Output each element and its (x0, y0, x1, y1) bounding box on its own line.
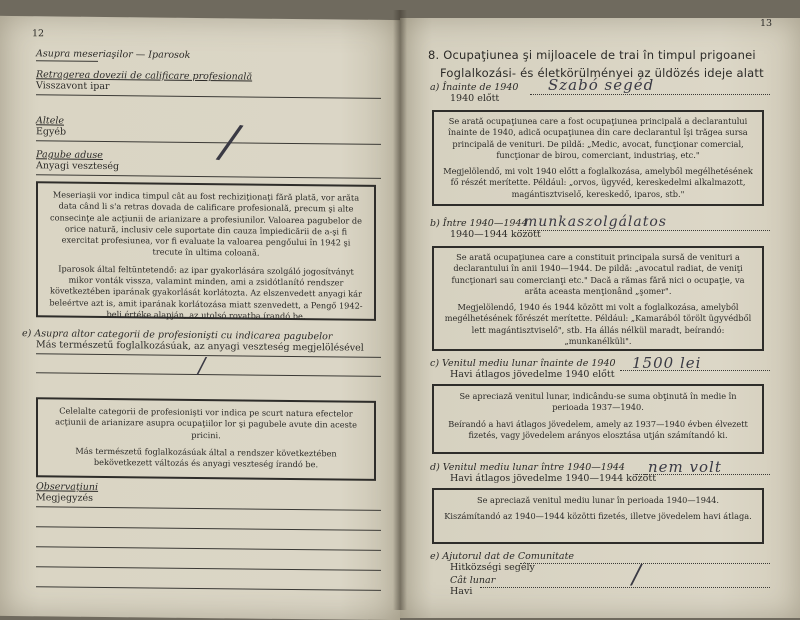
page-number-right: 13 (760, 18, 773, 29)
field-label-hu: Visszavont ipar (36, 80, 110, 93)
page-number-left: 12 (32, 28, 45, 40)
item-b-label: b) Între 1940—1944 (430, 218, 528, 229)
instructions-box-a (432, 110, 764, 206)
section-8-title-ro: 8. Ocupaţiunea şi mijloacele de trai în timpul prigoanei (428, 48, 756, 62)
left-page (0, 16, 400, 620)
instructions-ro: Se apreciază venitul mediu lunar în perioada 1940—1944. (477, 495, 719, 505)
field-label-hu: Anyagi veszteség (36, 160, 120, 173)
instructions-ro: Se arată ocupaţiunea care a fost ocupaţiunea principală a declarantului înainte de 1940, adică ocupaţiunea din care declarantul îşi trăgea sursa principală de venituri. De pildă: „Medic, avocat, funcţionar comercial, funcţionar de birou, comerciant, industriaş, etc." (448, 116, 748, 160)
item-e-sublabel: Hitközségi segély (450, 562, 535, 573)
monthly-amount-label-hu: Havi (450, 586, 473, 597)
instructions-box-other-professions (36, 397, 376, 481)
instructions-hu: Megjelölendő, mi volt 1940 előtt a foglalkozása, amelyből megélhetésének fő részét merítette. Például: „orvos, ügyvéd, kereskedelmi alkalmazott, magántisztviselő, kereskedő, iparos, stb." (443, 166, 753, 199)
instructions-box-craftsmen (36, 181, 376, 321)
field-label-ro: Altele (36, 115, 64, 127)
observations-label-hu: Megjegyzés (36, 492, 93, 504)
section-d-title: Asupra meseriaşilor — Iparosok (36, 48, 191, 61)
item-c-sublabel: Havi átlagos jövedelme 1940 előtt (450, 369, 615, 380)
instructions-ro: Meseriaşii vor indica timpul cât au fost rechiziţionaţi fără plată, vor arăta data când li s'a retras dovada de calificare profesională, precum şi alte consecinţe ale acţiunii de arianizare a profesiunilor. Valoarea pagubelor de orice natură, inclusiv cele suportate din cauza împiedicării de a-şi fi exercitat profesiunea, vor fi evaluate la valoarea pengőului în 1942 şi trecute în ultima coloană. (50, 189, 362, 259)
book-gutter (393, 10, 407, 610)
field-label-ro: Pagube aduse (36, 149, 103, 161)
instructions-ro: Celelalte categorii de profesionişti vor indica pe scurt natura efectelor acţiunii de arianizare asupra ocupaţiilor lor şi pagubele avute din aceste pricini. (55, 405, 357, 440)
instructions-hu: Beírandó a havi átlagos jövedelem, amely az 1937—1940 évben élvezett fizetés, vagy jövedelem arányos elosztása utján számítandó ki. (448, 418, 748, 440)
instructions-ro: Se apreciază venitul lunar, indicându-se suma obţinută în medie în perioada 1937—1940. (459, 391, 737, 413)
field-label-hu: Egyéb (36, 126, 67, 138)
item-c-label: c) Venitul mediu lunar înainte de 1940 (430, 358, 616, 369)
instructions-ro: Se arată ocupaţiunea care a constituit principala sursă de venituri a declarantului în anii 1940—1944. De pildă: „avocatul radiat, de veniţi funcţionari sau comercianţi etc." Dacă a rămas fără nici o ocupaţie, va arăta aceasta menţionând „şomer". (451, 252, 745, 296)
observations-label-ro: Observaţiuni (36, 481, 99, 493)
item-d-label: d) Venitul mediu lunar între 1940—1944 (430, 462, 625, 473)
item-a-sublabel: 1940 előtt (450, 93, 500, 104)
field-label-ro: Retragerea dovezii de calificare profesională (36, 69, 253, 83)
handwritten-slash-mark: / (218, 113, 243, 170)
right-page (400, 18, 800, 618)
handwritten-income-1940-1944: nem volt (648, 458, 722, 476)
handwritten-slash-mark: / (632, 560, 642, 590)
handwritten-income-before-1940: 1500 lei (632, 354, 702, 372)
handwritten-slash-mark: / (198, 353, 207, 380)
instructions-hu: Más természetű foglalkozásúak által a rendszer következtében bekövetkezett változás és anyagi veszteség írandó be. (75, 445, 337, 470)
section-e-subtitle: Más természetű foglalkozásúak, az anyagi veszteség megjelölésével (36, 339, 364, 354)
item-e-label: e) Ajutorul dat de Comunitate (430, 551, 575, 562)
item-d-sublabel: Havi átlagos jövedelme 1940—1944 között (450, 473, 657, 484)
item-b-sublabel: 1940—1944 között (450, 229, 541, 240)
handwritten-occupation-before-1940: Szabó segéd (548, 76, 655, 94)
instructions-hu: Megjelölendő, 1940 és 1944 között mi volt a foglalkozása, amelyből megélhetésének főrészét merítette. Például: „Kamarából törölt ügyvédből lett magántisztviselő", stb. Ha állás nélkül maradt, beírandó: „munkanélküli". (444, 302, 752, 347)
section-8-title-hu: Foglalkozási- és életkörülményei az üldözés ideje alatt (440, 66, 764, 80)
instructions-hu: Iparosok által feltüntetendő: az ipar gyakorlására szolgáló jogosítványt mikor vonták vissza, valamint minden, ami a zsidótlanító rendszer következtében iparának gyakorlását korlátozta. Az elszenvedett anyagi kár beleértve azt is, amit iparának korlátozása miatt szenvedett, a Pengő 1942-beli értéke alapján, az utolsó rovatba írandó be. (49, 263, 363, 322)
monthly-amount-label-ro: Cât lunar (450, 575, 496, 586)
instructions-box-d (432, 488, 764, 544)
item-a-label: a) Înainte de 1940 (430, 82, 519, 93)
section-e-title: e) Asupra altor categorii de profesionişti cu indicarea pagubelor (22, 328, 333, 343)
instructions-hu: Kiszámítandó az 1940—1944 közötti fizetés, illetve jövedelem havi átlaga. (444, 511, 752, 522)
instructions-box-b (432, 246, 764, 351)
handwritten-occupation-1940-1944: munkaszolgálatos (524, 214, 667, 230)
instructions-box-c (432, 384, 764, 454)
